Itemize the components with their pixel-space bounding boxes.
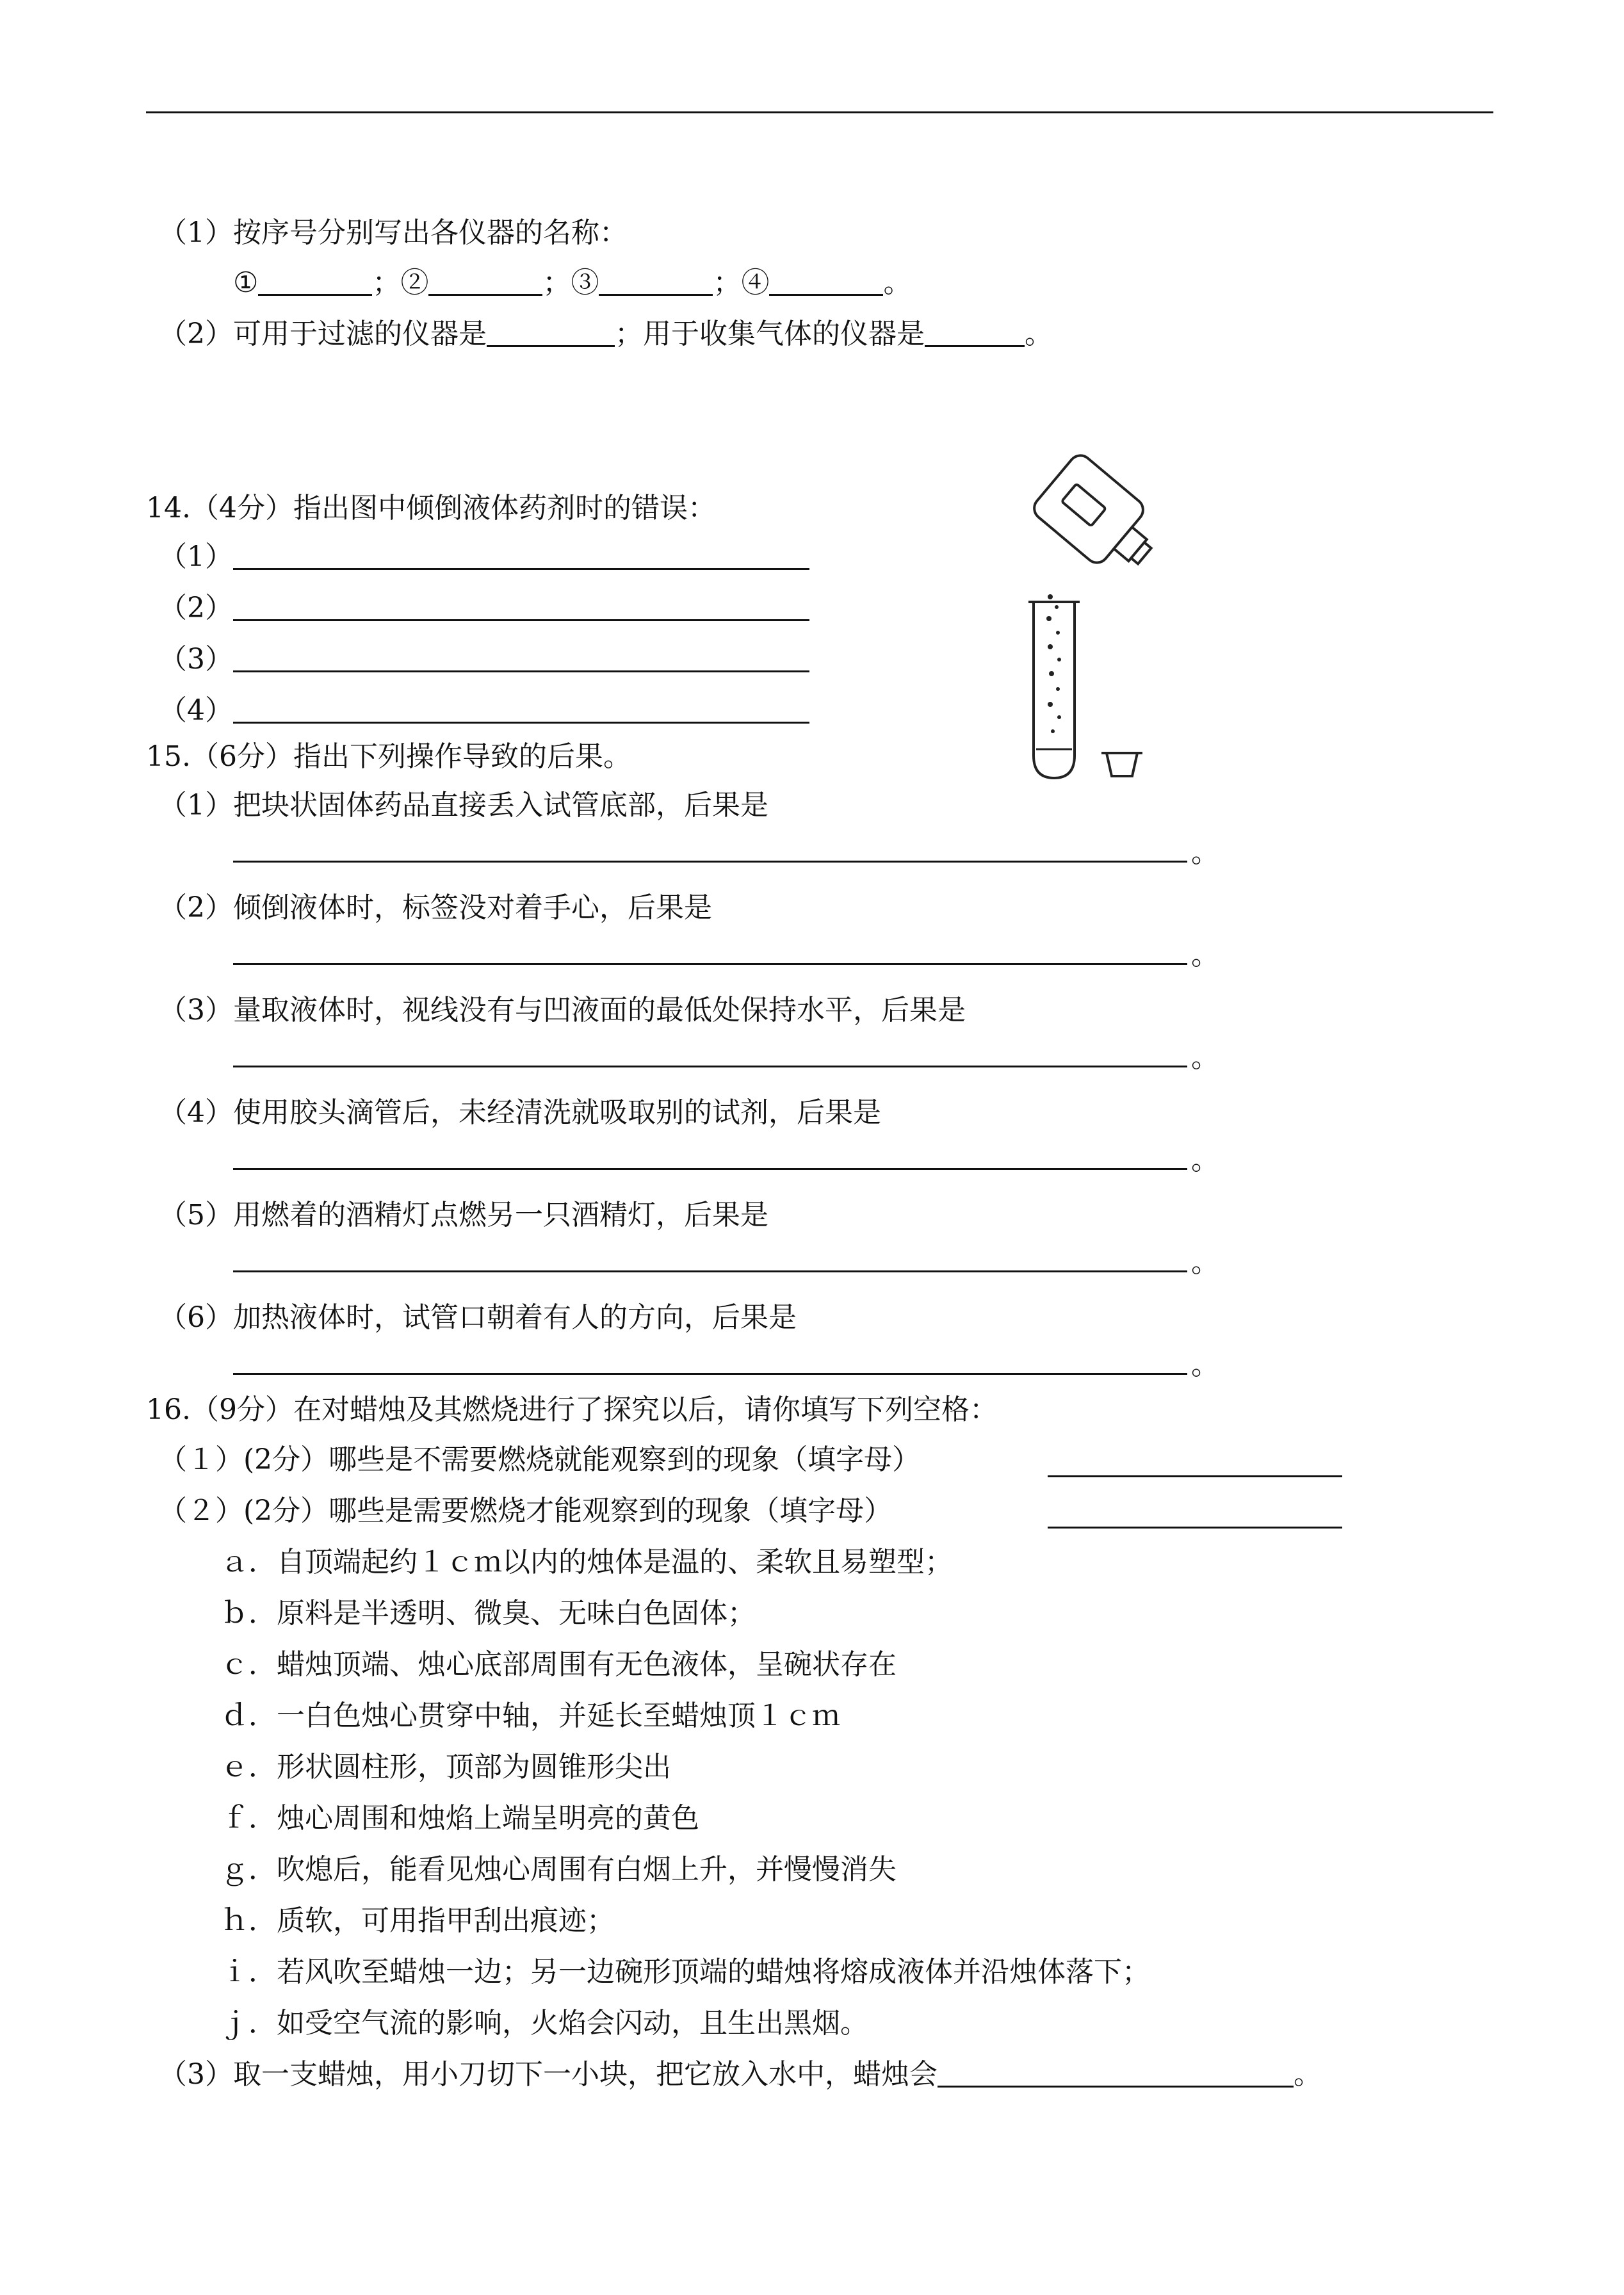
blank-label-3: ；③ bbox=[542, 266, 599, 299]
answer-line[interactable] bbox=[233, 963, 1187, 965]
answer-line[interactable] bbox=[233, 642, 809, 672]
blank-label-4: ；④ bbox=[713, 266, 770, 299]
q14-item-label: （3） bbox=[159, 643, 233, 676]
q15-title: 15.（6分）指出下列操作导致的后果。 bbox=[146, 740, 631, 773]
answer-line[interactable] bbox=[233, 1373, 1187, 1375]
q14-item-1 bbox=[159, 538, 809, 576]
answer-line[interactable] bbox=[233, 1066, 1187, 1067]
q14-item-label: （4） bbox=[159, 694, 233, 727]
option-d: ｄ．一白色烛心贯穿中轴，并延长至蜡烛顶１ｃｍ bbox=[220, 1699, 840, 1732]
option-e: ｅ．形状圆柱形，顶部为圆锥形尖出 bbox=[220, 1751, 671, 1783]
q14-item-3 bbox=[159, 640, 809, 679]
q15-item-6: （6）加热液体时，试管口朝着有人的方向，后果是 bbox=[159, 1301, 797, 1334]
q15-item-2: （2）倾倒液体时，标签没对着手心，后果是 bbox=[159, 891, 712, 924]
q13-sub2-text-a: （2）可用于过滤的仪器是 bbox=[159, 318, 487, 350]
answer-line[interactable] bbox=[233, 540, 809, 570]
q14-item-label: （2） bbox=[159, 592, 233, 624]
q15-item-5: （5）用燃着的酒精灯点燃另一只酒精灯，后果是 bbox=[159, 1199, 768, 1231]
q16-sub3-text: （3）取一支蜡烛，用小刀切下一小块，把它放入水中，蜡烛会 bbox=[159, 2058, 938, 2091]
q16-sub3-blank[interactable] bbox=[938, 2057, 1294, 2088]
end-mark: 。 bbox=[1191, 1246, 1219, 1279]
option-j: ｊ．如受空气流的影响，火焰会闪动，且生出黑烟。 bbox=[220, 2007, 868, 2040]
q15-item-1: （1）把块状固体药品直接丢入试管底部，后果是 bbox=[159, 789, 768, 822]
answer-blank-3[interactable] bbox=[599, 266, 713, 296]
q15-item-4: （4）使用胶头滴管后，未经清洗就吸取别的试剂，后果是 bbox=[159, 1096, 881, 1129]
q13-sub2 bbox=[159, 315, 1053, 353]
option-i: ｉ．若风吹至蜡烛一边；另一边碗形顶端的蜡烛将熔成液体并沿烛体落下； bbox=[220, 1956, 1150, 1988]
q14-title: 14.（4分）指出图中倾倒液体药剂时的错误： bbox=[146, 492, 716, 524]
end-mark: 。 bbox=[883, 266, 912, 299]
end-mark: 。 bbox=[1191, 836, 1219, 869]
q14-item-4 bbox=[159, 692, 809, 730]
answer-line[interactable] bbox=[233, 693, 809, 724]
q16-sub1: （１）(2分）哪些是不需要燃烧就能观察到的现象（填字母） bbox=[159, 1443, 921, 1476]
answer-line[interactable] bbox=[233, 1270, 1187, 1272]
answer-line[interactable] bbox=[233, 1168, 1187, 1170]
option-f: ｆ．烛心周围和烛焰上端呈明亮的黄色 bbox=[220, 1802, 699, 1835]
end-mark: 。 bbox=[1191, 1349, 1219, 1381]
q13-sub1: （1）按序号分别写出各仪器的名称： bbox=[159, 216, 628, 249]
option-g: ｇ．吹熄后，能看见烛心周围有白烟上升，并慢慢消失 bbox=[220, 1853, 897, 1886]
q13-sub2-text-b: ；用于收集气体的仪器是 bbox=[615, 318, 925, 350]
filter-instrument-blank[interactable] bbox=[487, 317, 615, 347]
q14-item-2 bbox=[159, 589, 809, 628]
answer-blank-1[interactable] bbox=[258, 266, 372, 296]
answer-line[interactable] bbox=[233, 591, 809, 621]
end-mark: 。 bbox=[1294, 2058, 1322, 2091]
option-b: ｂ．原料是半透明、微臭、无味白色固体； bbox=[220, 1597, 756, 1630]
q16-sub3 bbox=[159, 2056, 1322, 2094]
q16-title: 16.（9分）在对蜡烛及其燃烧进行了探究以后，请你填写下列空格： bbox=[146, 1393, 998, 1426]
option-h: ｈ．质软，可用指甲刮出痕迹； bbox=[220, 1904, 615, 1937]
end-mark: 。 bbox=[1191, 1041, 1219, 1074]
answer-blank-4[interactable] bbox=[769, 266, 883, 296]
q14-item-label: （1） bbox=[159, 540, 233, 573]
answer-line[interactable] bbox=[233, 861, 1187, 863]
header-rule bbox=[146, 111, 1493, 113]
blank-label-2: ；② bbox=[372, 266, 429, 299]
end-mark: 。 bbox=[1191, 1144, 1219, 1176]
end-mark: 。 bbox=[1191, 939, 1219, 971]
q13-instrument-names bbox=[233, 264, 911, 302]
option-a: ａ．自顶端起约１ｃｍ以内的烛体是温的、柔软且易塑型； bbox=[220, 1546, 953, 1578]
option-c: ｃ．蜡烛顶端、烛心底部周围有无色液体，呈碗状存在 bbox=[220, 1648, 897, 1681]
end-mark: 。 bbox=[1025, 318, 1053, 350]
pouring-liquid-illustration bbox=[1012, 448, 1165, 788]
gas-collect-blank[interactable] bbox=[925, 317, 1025, 347]
q15-item-3: （3）量取液体时，视线没有与凹液面的最低处保持水平，后果是 bbox=[159, 994, 966, 1026]
q16-sub1-blank[interactable] bbox=[1048, 1447, 1342, 1477]
blank-label-1: ① bbox=[233, 266, 259, 299]
q16-sub2: （２）(2分）哪些是需要燃烧才能观察到的现象（填字母） bbox=[159, 1495, 893, 1527]
q16-sub2-blank[interactable] bbox=[1048, 1498, 1342, 1529]
answer-blank-2[interactable] bbox=[428, 266, 542, 296]
